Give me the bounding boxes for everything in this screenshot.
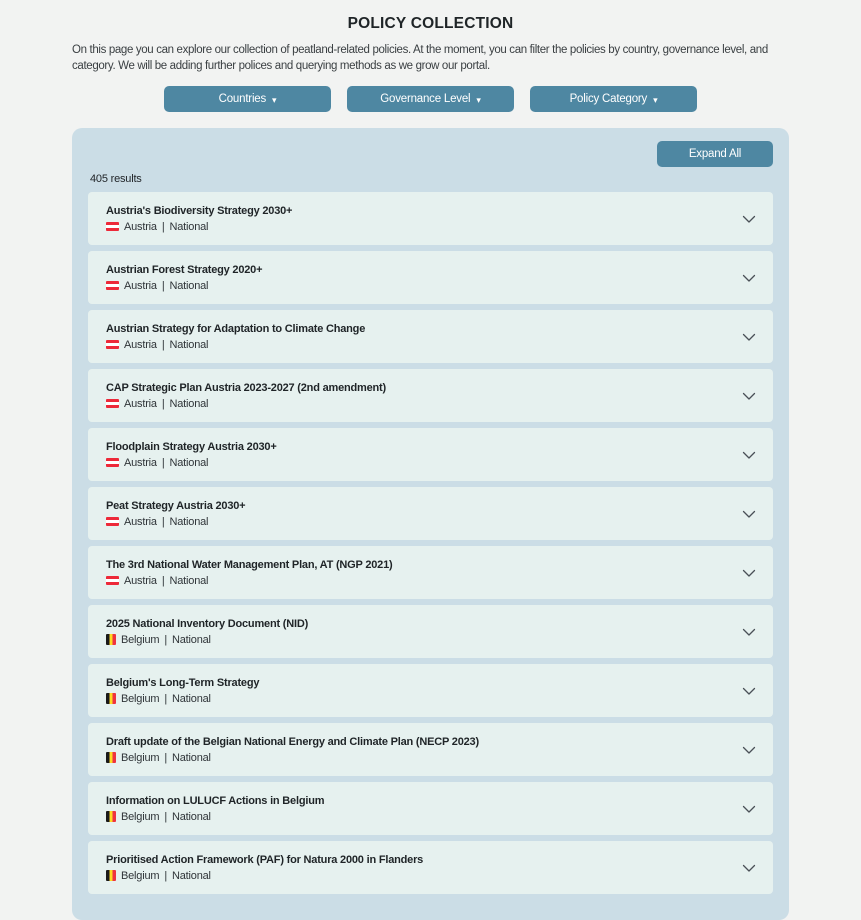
policy-list <box>88 192 773 894</box>
policy-title: 2025 National Inventory Document (NID) <box>106 617 309 630</box>
policy-level: National <box>169 515 209 528</box>
belgium-flag-icon <box>106 870 116 881</box>
policy-meta <box>106 516 245 528</box>
policy-level: National <box>172 810 211 823</box>
policy-title: Peat Strategy Austria 2030+ <box>106 499 246 512</box>
page-title: POLICY COLLECTION <box>347 15 514 32</box>
meta-separator: | <box>161 220 165 233</box>
meta-separator: | <box>161 515 165 528</box>
meta-separator: | <box>161 397 165 410</box>
policy-text <box>106 736 479 764</box>
policy-country: Austria <box>124 338 157 351</box>
policy-country: Austria <box>124 397 157 410</box>
policy-level: National <box>169 220 209 233</box>
policy-row[interactable] <box>88 782 773 835</box>
policy-row[interactable] <box>88 369 773 422</box>
meta-separator: | <box>164 869 168 882</box>
policy-country: Austria <box>124 574 157 587</box>
policy-title: Floodplain Strategy Austria 2030+ <box>106 440 277 453</box>
policy-level: National <box>172 633 211 646</box>
policy-category-filter-dropdown[interactable] <box>530 86 697 112</box>
chevron-down-icon[interactable] <box>741 329 757 345</box>
policy-title: CAP Strategic Plan Austria 2023-2027 (2nd amendment) <box>106 381 386 394</box>
policy-country: Austria <box>124 456 157 469</box>
chevron-down-icon[interactable] <box>741 742 757 758</box>
policy-text <box>106 323 365 351</box>
policy-title: Belgium's Long-Term Strategy <box>106 676 260 689</box>
meta-separator: | <box>161 456 165 469</box>
countries-filter-label: Countries <box>218 93 267 105</box>
policy-country: Austria <box>124 515 157 528</box>
policy-text <box>106 382 386 410</box>
meta-separator: | <box>161 279 165 292</box>
caret-down-icon: ▾ <box>272 94 277 105</box>
policy-country: Belgium <box>121 692 160 705</box>
policy-text <box>106 264 262 292</box>
meta-separator: | <box>164 810 168 823</box>
policy-title: Prioritised Action Framework (PAF) for Natura 2000 in Flanders <box>106 853 424 866</box>
policy-title: Austrian Strategy for Adaptation to Climate Change <box>106 322 366 335</box>
policy-meta <box>106 575 392 587</box>
policy-level: National <box>172 751 211 764</box>
policy-text <box>106 677 259 705</box>
meta-separator: | <box>161 574 165 587</box>
policy-meta <box>106 870 423 882</box>
policy-row[interactable] <box>88 605 773 658</box>
meta-separator: | <box>164 751 168 764</box>
policy-meta <box>106 752 479 764</box>
chevron-down-icon[interactable] <box>741 565 757 581</box>
filter-bar <box>0 86 861 112</box>
austria-flag-icon <box>106 458 119 467</box>
policy-meta <box>106 634 308 646</box>
expand-all-button[interactable]: Expand All <box>657 141 773 167</box>
chevron-down-icon[interactable] <box>741 860 757 876</box>
results-count: 405 results <box>90 173 142 185</box>
policy-row[interactable] <box>88 192 773 245</box>
policy-title: The 3rd National Water Management Plan, AT (NGP 2021) <box>106 558 393 571</box>
policy-text <box>106 618 308 646</box>
chevron-down-icon[interactable] <box>741 506 757 522</box>
policy-meta <box>106 339 365 351</box>
policy-meta <box>106 693 259 705</box>
page-description: On this page you can explore our collection of peatland-related policies. At the moment, you can filter the policies by country, governance level, and category. We will be adding further polices and querying methods as we grow our portal. <box>72 44 768 72</box>
chevron-down-icon[interactable] <box>741 270 757 286</box>
policy-meta <box>106 398 386 410</box>
chevron-down-icon[interactable] <box>741 211 757 227</box>
caret-down-icon: ▾ <box>476 94 481 105</box>
policy-row[interactable] <box>88 841 773 894</box>
policy-text <box>106 441 277 469</box>
meta-separator: | <box>164 633 168 646</box>
policy-row[interactable] <box>88 664 773 717</box>
chevron-down-icon[interactable] <box>741 388 757 404</box>
policy-row[interactable] <box>88 428 773 481</box>
belgium-flag-icon <box>106 811 116 822</box>
austria-flag-icon <box>106 222 119 231</box>
policy-row[interactable] <box>88 487 773 540</box>
results-panel <box>72 128 789 920</box>
policy-text <box>106 500 245 528</box>
governance-level-filter-dropdown[interactable] <box>347 86 514 112</box>
policy-title: Austrian Forest Strategy 2020+ <box>106 263 263 276</box>
panel-toolbar <box>88 141 773 167</box>
austria-flag-icon <box>106 281 119 290</box>
policy-meta <box>106 457 277 469</box>
meta-separator: | <box>161 338 165 351</box>
policy-meta <box>106 811 324 823</box>
governance-level-filter-label: Governance Level <box>380 93 471 105</box>
policy-text <box>106 205 292 233</box>
policy-country: Austria <box>124 279 157 292</box>
policy-row[interactable] <box>88 251 773 304</box>
chevron-down-icon[interactable] <box>741 624 757 640</box>
policy-level: National <box>169 574 209 587</box>
policy-level: National <box>169 279 209 292</box>
chevron-down-icon[interactable] <box>741 447 757 463</box>
policy-title: Information on LULUCF Actions in Belgium <box>106 794 325 807</box>
policy-country: Austria <box>124 220 157 233</box>
policy-country: Belgium <box>121 751 160 764</box>
policy-level: National <box>169 456 209 469</box>
policy-title: Draft update of the Belgian National Energy and Climate Plan (NECP 2023) <box>106 735 479 748</box>
countries-filter-dropdown[interactable] <box>164 86 331 112</box>
policy-text <box>106 795 324 823</box>
caret-down-icon: ▾ <box>653 94 658 105</box>
policy-row[interactable] <box>88 546 773 599</box>
belgium-flag-icon <box>106 693 116 704</box>
policy-collection-page <box>0 15 861 882</box>
policy-level: National <box>172 869 211 882</box>
belgium-flag-icon <box>106 752 116 763</box>
policy-title: Austria's Biodiversity Strategy 2030+ <box>106 204 293 217</box>
meta-separator: | <box>164 692 168 705</box>
policy-text <box>106 854 423 882</box>
policy-category-filter-label: Policy Category <box>569 93 648 105</box>
policy-meta <box>106 280 262 292</box>
policy-country: Belgium <box>121 869 160 882</box>
policy-level: National <box>169 338 209 351</box>
policy-level: National <box>172 692 211 705</box>
policy-level: National <box>169 397 209 410</box>
policy-row[interactable] <box>88 310 773 363</box>
belgium-flag-icon <box>106 634 116 645</box>
policy-country: Belgium <box>121 633 160 646</box>
chevron-down-icon[interactable] <box>741 683 757 699</box>
austria-flag-icon <box>106 517 119 526</box>
policy-meta <box>106 221 292 233</box>
chevron-down-icon[interactable] <box>741 801 757 817</box>
austria-flag-icon <box>106 576 119 585</box>
policy-row[interactable] <box>88 723 773 776</box>
austria-flag-icon <box>106 340 119 349</box>
policy-text <box>106 559 392 587</box>
austria-flag-icon <box>106 399 119 408</box>
policy-country: Belgium <box>121 810 160 823</box>
